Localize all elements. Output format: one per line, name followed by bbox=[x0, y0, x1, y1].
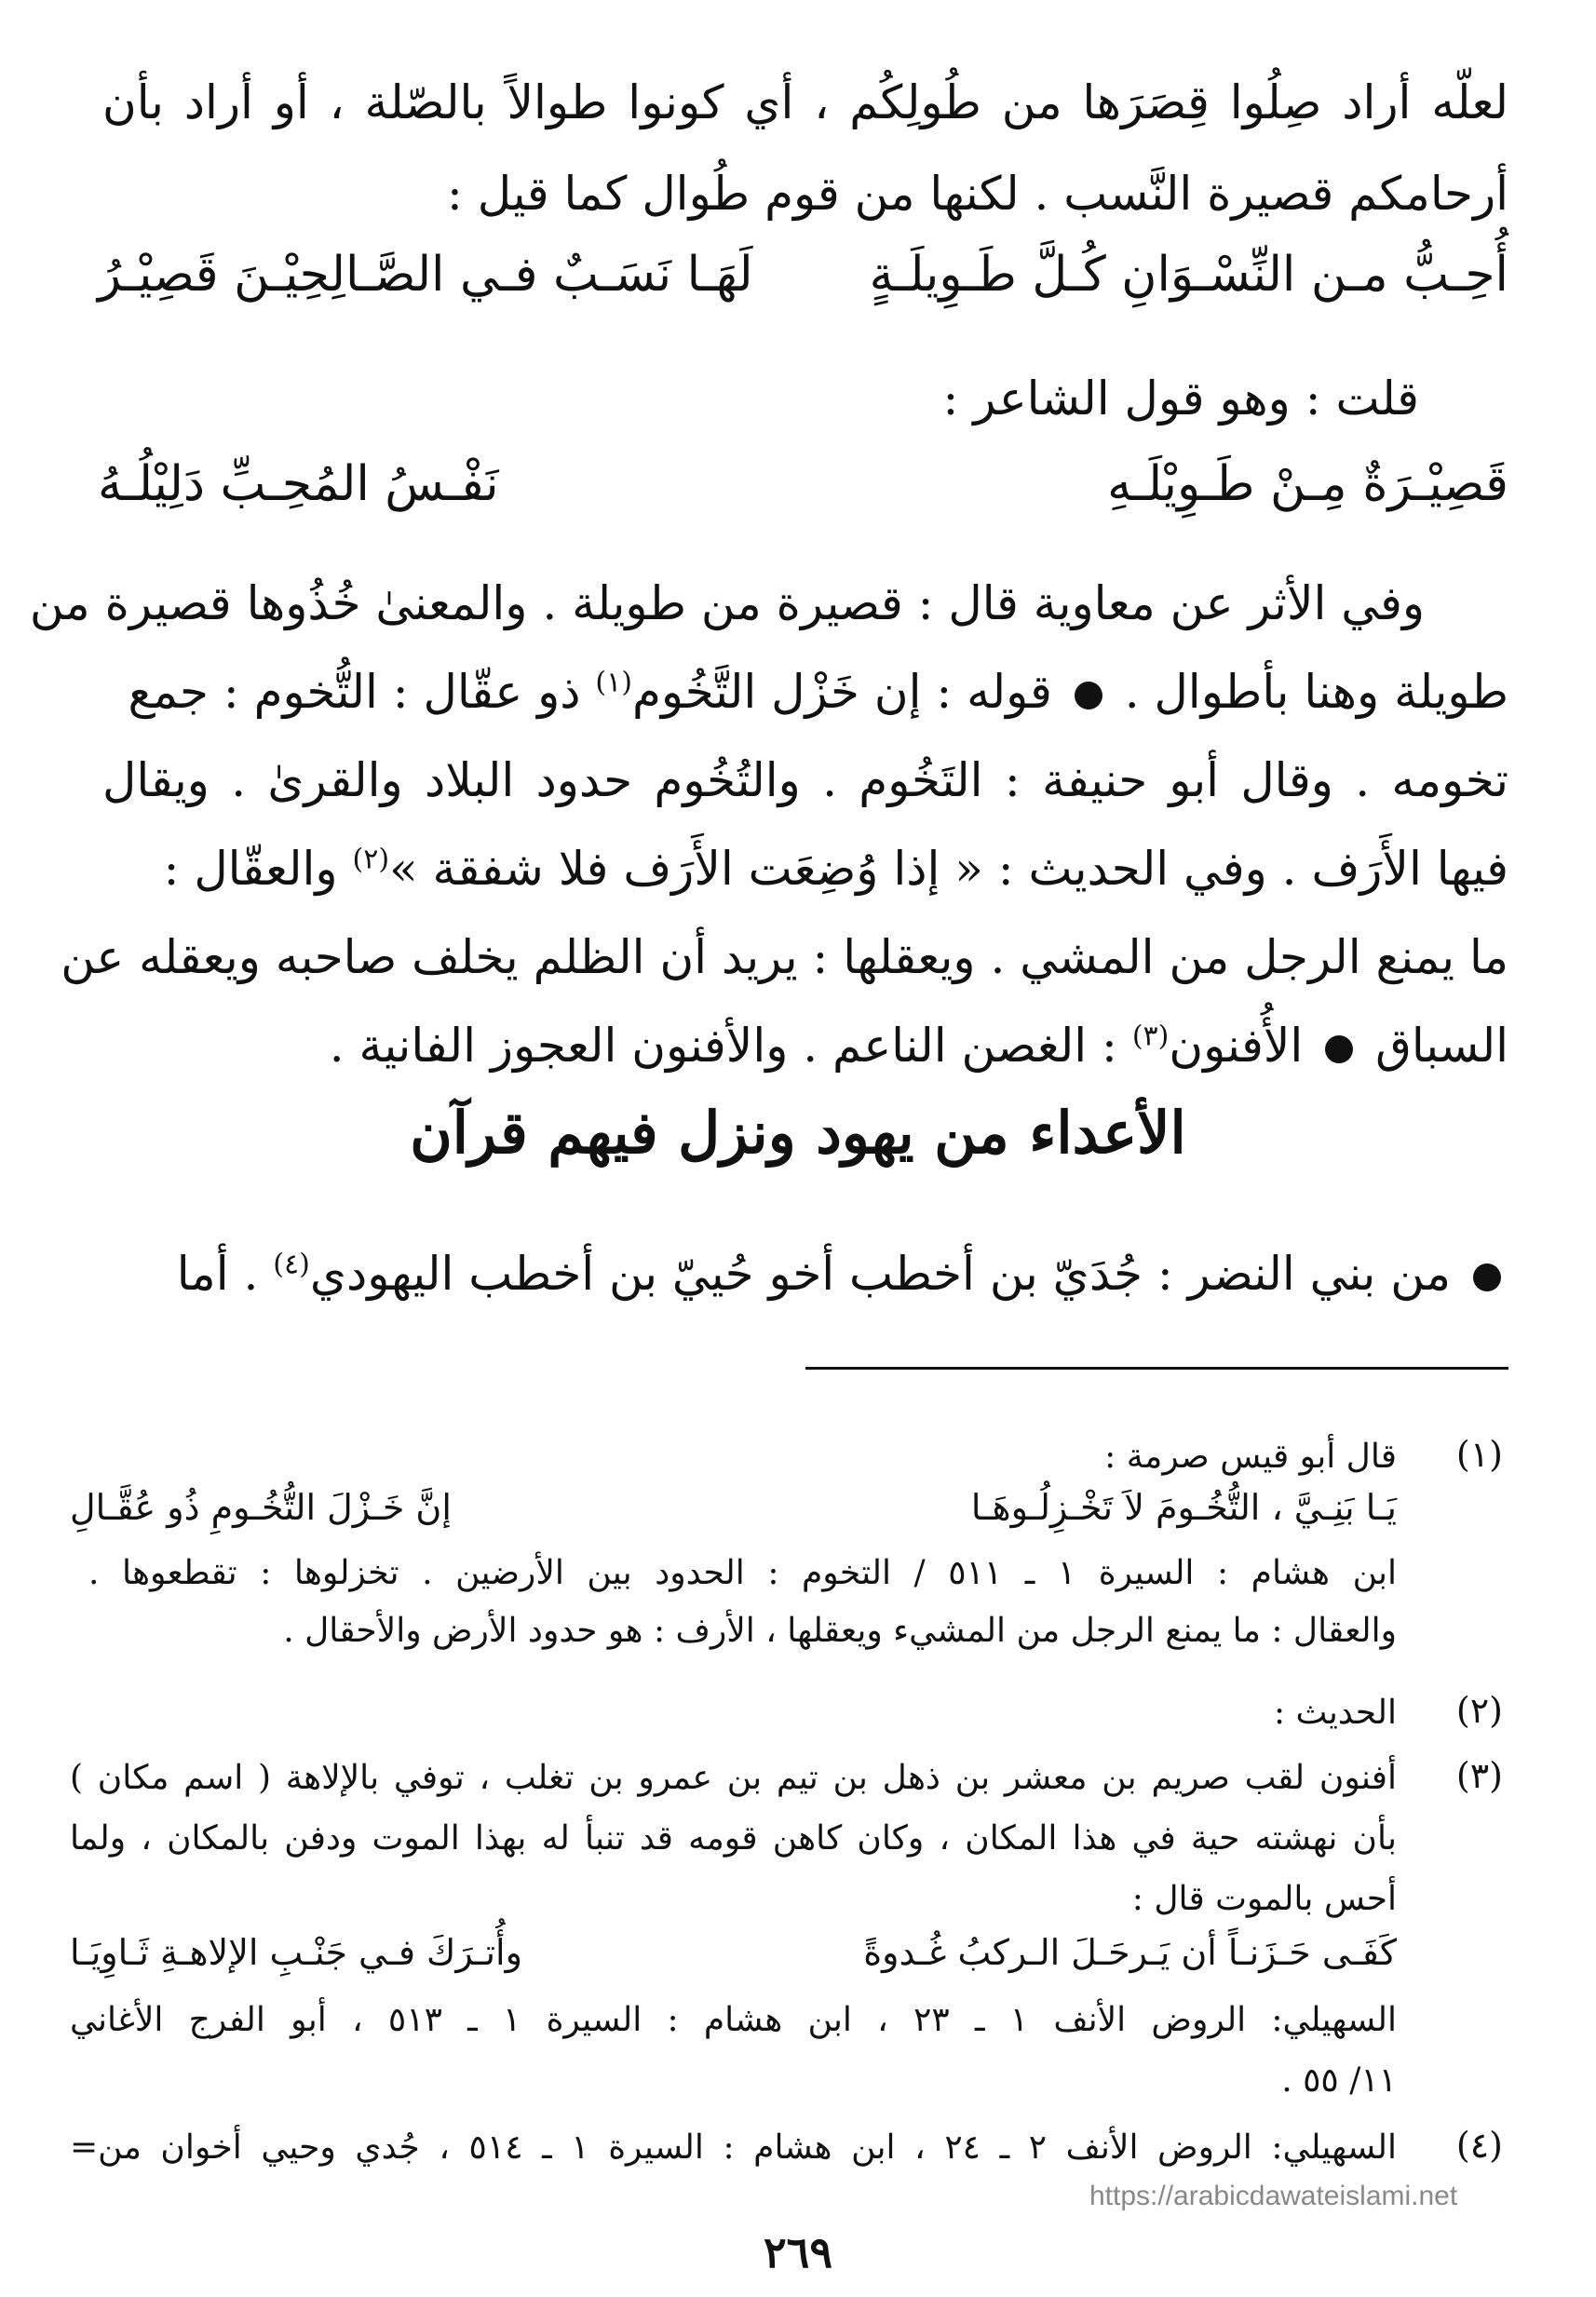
footnote-line: والعقال : ما يمنع الرجل من المشيء ويعقلها ، الأرف : هو حدود الأرض والأحقال . bbox=[283, 1612, 1397, 1650]
footnote-separator bbox=[805, 1367, 1508, 1370]
footnote-verse bbox=[70, 1932, 1397, 1983]
verse-first-hemistich: كَفَـى حَـزَنـاً أن يَـرحَـلَ الـركبُ غُـدوةً bbox=[863, 1932, 1397, 1973]
poem-verse bbox=[98, 247, 1508, 312]
body-line: أرحامكم قصيرة النَّسب . لكنها من قوم طُوال كما قيل : bbox=[447, 167, 1508, 221]
bullet-icon bbox=[1075, 682, 1102, 709]
body-text: . أما bbox=[176, 1247, 259, 1301]
body-text: الأُفنون bbox=[1169, 1019, 1304, 1073]
body-line: تخومه . وقال أبو حنيفة : التَخُوم . والتُخُوم حدود البلاد والقرىٰ . ويقال bbox=[102, 753, 1508, 807]
section-heading: الأعداء من يهود ونزل فيهم قرآن bbox=[410, 1099, 1186, 1167]
verse-second-hemistich: نَفْـسُ المُحِـبِّ دَلِيْلُـهُ bbox=[98, 456, 499, 512]
body-line bbox=[102, 1001, 1508, 1090]
watermark-url: https://arabicdawateislami.net bbox=[1089, 2181, 1458, 2211]
footnote-line: قال أبو قيس صرمة : bbox=[1104, 1438, 1397, 1476]
footnote-line: السهيلي: الروض الأنف ١ ـ ٢٣ ، ابن هشام : السيرة ١ ـ ٥١٣ ، أبو الفرج الأغاني bbox=[70, 2001, 1398, 2039]
verse-first-hemistich: قَصِيْـرَةٌ مِـنْ طَـوِيْلَـهِ bbox=[1107, 456, 1508, 512]
footnote-line: الحديث : bbox=[1273, 1694, 1397, 1732]
body-text: : الغصن الناعم . والأفنون العجوز الفانية . bbox=[329, 1019, 1117, 1073]
footnote-line: السهيلي: الروض الأنف ٢ ـ ٢٤ ، ابن هشام : السيرة ١ ـ ٥١٤ ، جُدي وحيي أخوان من= bbox=[70, 2128, 1397, 2167]
footnote-line: أحس بالموت قال : bbox=[1131, 1880, 1397, 1918]
footnote-number: (٤) bbox=[1455, 2125, 1503, 2166]
page-number: ٢٦٩ bbox=[763, 2227, 833, 2277]
bullet-icon bbox=[1473, 1263, 1501, 1291]
bullet-icon bbox=[1325, 1035, 1353, 1063]
poem-verse bbox=[98, 456, 1508, 521]
footnote-ref: (١) bbox=[595, 666, 632, 699]
body-line: قلت : وهو قول الشاعر : bbox=[942, 372, 1419, 426]
footnote-ref: (٢) bbox=[352, 843, 390, 876]
body-text: طويلة وهنا بأطوال . bbox=[1124, 665, 1508, 719]
footnote-line: أفنون لقب صريم بن معشر بن ذهل بن تيم بن عمرو بن تغلب ، توفي بالإلاهة ( اسم مكان ) bbox=[70, 1759, 1398, 1797]
body-line bbox=[102, 824, 1508, 913]
footnote-line: بأن نهشته حية في هذا المكان ، وكان كاهن قومه قد تنبأ له بهذا الموت ودفن بالمكان ، ولما bbox=[70, 1819, 1397, 1858]
body-line bbox=[102, 1229, 1508, 1318]
verse-first-hemistich: يَـا بَنِـيَّ ، التُّخُـومَ لاَ تَخْـزِلُـوهَـا bbox=[970, 1487, 1397, 1528]
verse-second-hemistich: وأُتـرَكَ فـي جَنْـبِ الإلاهـةِ ثَـاوِيَـا bbox=[70, 1932, 522, 1973]
verse-first-hemistich: أُحِـبُّ مـن النِّسْـوَانِ كُـلَّ طَـوِيلَـةٍ bbox=[869, 247, 1508, 303]
body-line bbox=[102, 647, 1508, 736]
body-line: ما يمنع الرجل من المشي . ويعقلها : يريد أن الظلم يخلف صاحبه ويعقله عن bbox=[61, 930, 1508, 984]
footnote-line: ابن هشام : السيرة ١ ـ ٥١١ / التخوم : الحدود بين الأرضين . تخزلوها : تقطعوها . bbox=[88, 1554, 1397, 1592]
body-text: ذو عقّال : التُّخوم : جمع bbox=[128, 665, 581, 719]
footnote-verse bbox=[70, 1487, 1397, 1538]
body-text: فيها الأَرَف . وفي الحديث : « إذا وُضِعَت الأَرَف فلا شفقة » bbox=[389, 842, 1508, 896]
body-text: والعقّال : bbox=[163, 842, 338, 896]
footnote-ref: (٤) bbox=[273, 1248, 310, 1281]
body-text: من بني النضر : جُدَيّ بن أخطب أخو حُييّ بن أخطب اليهودي bbox=[309, 1247, 1452, 1301]
footnote-number: (٣) bbox=[1455, 1755, 1503, 1796]
footnote-number: (٢) bbox=[1455, 1690, 1503, 1731]
footnote-ref: (٣) bbox=[1131, 1020, 1170, 1053]
footnote-line: ١١/ ٥٥ . bbox=[1281, 2061, 1397, 2100]
verse-second-hemistich: لَهَـا نَسَـبٌ فـي الصَّـالِحِيْـنَ قَصِيْـرُ bbox=[98, 247, 753, 303]
body-line: لعلّه أراد صِلُوا قِصَرَها من طُولِكُم ، أي كونوا طوالاً بالصّلة ، أو أراد بأن bbox=[102, 75, 1508, 129]
verse-second-hemistich: إنَّ خَـزْلَ التُّخُـومِ ذُو عُقَّـالِ bbox=[70, 1487, 452, 1528]
body-line: وفي الأثر عن معاوية قال : قصيرة من طويلة . والمعنىٰ خُذُوها قصيرة من bbox=[29, 576, 1425, 630]
footnote-number: (١) bbox=[1455, 1434, 1503, 1475]
body-text: السباق bbox=[1375, 1019, 1508, 1073]
body-text: قوله : إن خَزْل التَّخُوم bbox=[631, 665, 1052, 719]
